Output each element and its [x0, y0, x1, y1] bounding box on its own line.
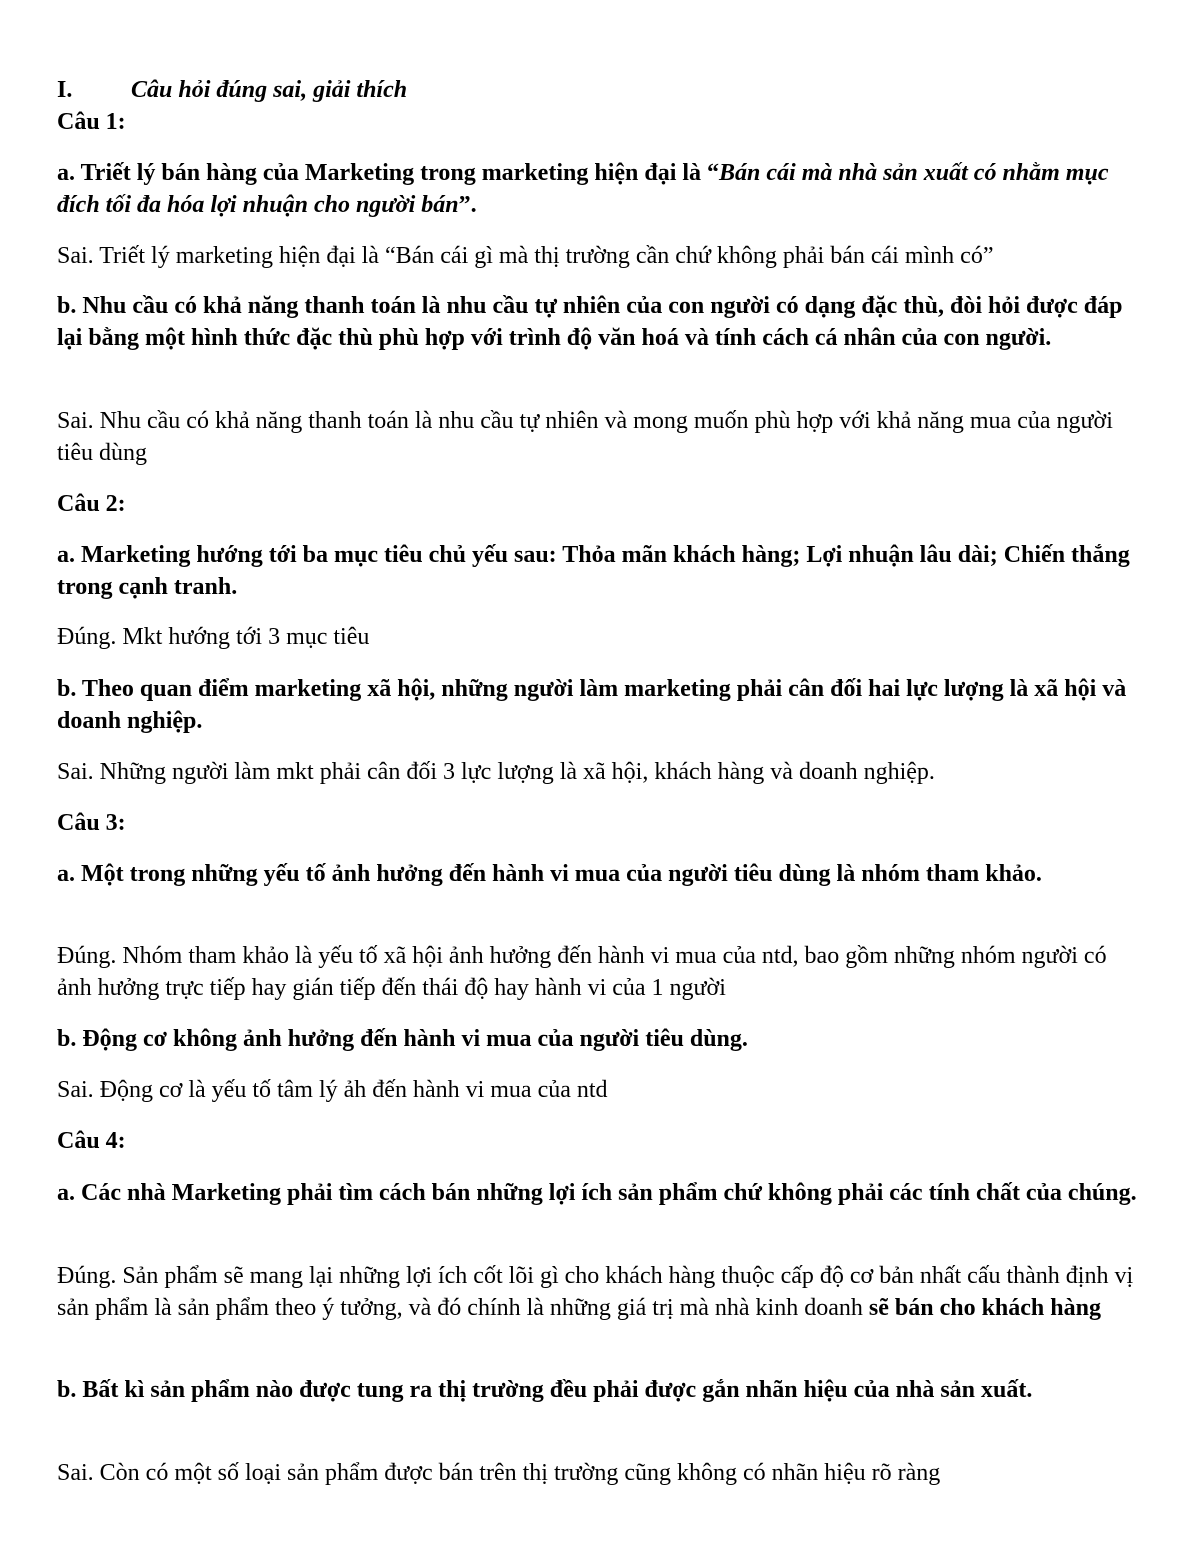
answer-2b: Sai. Những người làm mkt phải cân đối 3 lực lượng là xã hội, khách hàng và doanh nghiệp.: [57, 759, 935, 785]
section-title: Câu hỏi đúng sai, giải thích: [131, 77, 408, 103]
question-3b: b. Động cơ không ảnh hưởng đến hành vi mua của người tiêu dùng.: [57, 1026, 748, 1052]
answer-3a: Đúng. Nhóm tham khảo là yếu tố xã hội ảnh hưởng đến hành vi mua của ntd, bao gồm những nhóm người có ảnh hưởng trực tiếp hay gián tiếp đến thái độ hay hành vi của 1 người: [57, 943, 1107, 1001]
answer-4a: [57, 1260, 1147, 1324]
answer-4a-bold: sẽ bán cho khách hàng: [868, 1295, 1101, 1321]
question-1-label: Câu 1:: [57, 109, 126, 135]
question-1a-italic: Bán cái mà nhà sản xuất có nhằm mục đích tối đa hóa lợi nhuận cho người bán: [57, 160, 1109, 218]
question-4a: a. Các nhà Marketing phải tìm cách bán những lợi ích sản phẩm chứ không phải các tính chất của chúng.: [57, 1180, 1137, 1206]
answer-1b: Sai. Nhu cầu có khả năng thanh toán là nhu cầu tự nhiên và mong muốn phù hợp với khả năng mua của người tiêu dùng: [57, 408, 1113, 466]
section-heading: [57, 74, 1147, 106]
question-3-label: Câu 3:: [57, 810, 126, 836]
question-2-label: Câu 2:: [57, 491, 126, 517]
question-1b: b. Nhu cầu có khả năng thanh toán là nhu cầu tự nhiên của con người có dạng đặc thù, đòi hỏi được đáp lại bằng một hình thức đặc thù phù hợp với trình độ văn hoá và tính cách cá nhân của con người.: [57, 293, 1123, 351]
question-4-label: Câu 4:: [57, 1128, 126, 1154]
question-2a: a. Marketing hướng tới ba mục tiêu chủ yếu sau: Thỏa mãn khách hàng; Lợi nhuận lâu dài; Chiến thắng trong cạnh tranh.: [57, 542, 1130, 600]
question-1a-suffix: ”.: [458, 192, 477, 218]
section-number: I.: [57, 77, 73, 103]
answer-4b: Sai. Còn có một số loại sản phẩm được bán trên thị trường cũng không có nhãn hiệu rõ ràng: [57, 1460, 941, 1486]
answer-4a-text: Đúng. Sản phẩm sẽ mang lại những lợi ích cốt lõi gì cho khách hàng thuộc cấp độ cơ bản nhất cấu thành định vị sản phẩm là sản phẩm theo ý tưởng, và đó chính là những giá trị mà nhà kinh doanh: [57, 1263, 1134, 1321]
answer-2a: Đúng. Mkt hướng tới 3 mục tiêu: [57, 624, 370, 650]
question-1a: [57, 157, 1147, 221]
question-2b: b. Theo quan điểm marketing xã hội, những người làm marketing phải cân đối hai lực lượng là xã hội và doanh nghiệp.: [57, 676, 1127, 734]
question-4b: b. Bất kì sản phẩm nào được tung ra thị trường đều phải được gắn nhãn hiệu của nhà sản xuất.: [57, 1377, 1033, 1403]
answer-1a: Sai. Triết lý marketing hiện đại là “Bán cái gì mà thị trường cần chứ không phải bán cái mình có”: [57, 243, 994, 269]
question-1a-prefix: a. Triết lý bán hàng của Marketing trong marketing hiện đại là “: [57, 160, 720, 186]
answer-3b: Sai. Động cơ là yếu tố tâm lý ảh đến hành vi mua của ntd: [57, 1077, 608, 1103]
question-3a: a. Một trong những yếu tố ảnh hưởng đến hành vi mua của người tiêu dùng là nhóm tham khảo.: [57, 861, 1042, 887]
